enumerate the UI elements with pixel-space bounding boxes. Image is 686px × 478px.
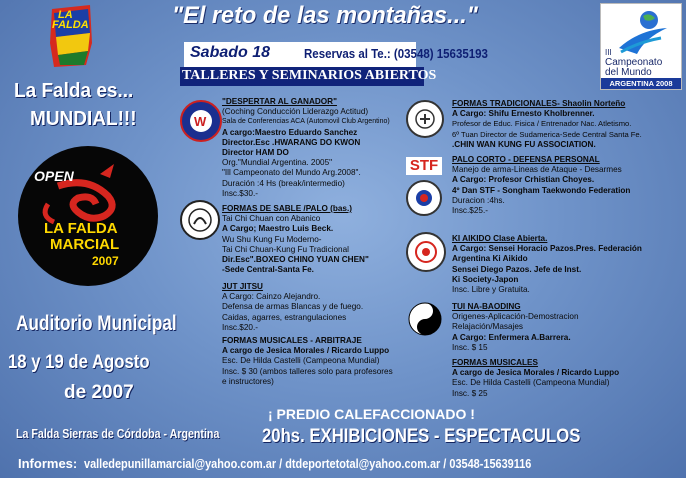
taller-jut-jitsu-title: JUT JITSU: [222, 282, 263, 291]
taller-sable-palo-title: FORMAS DE SABLE /PALO (bas.): [222, 204, 352, 213]
dragon-icon: [18, 146, 158, 286]
taller-despertar: [222, 97, 390, 199]
taller-formas-musicales: [452, 358, 619, 399]
taller-sable-palo-line: Tai Chi Chuan-Kung Fu Tradicional: [222, 244, 349, 254]
open-logo-top: OPEN: [34, 168, 74, 184]
taller-ki-aikido-line: Argentina Ki Aikido: [452, 254, 528, 264]
stf-emblem: [406, 157, 442, 175]
stf-label: STF: [409, 157, 439, 174]
predio-calefaccionado: ¡ PREDIO CALEFACCIONADO !: [268, 406, 475, 422]
taller-palo-corto: [452, 155, 630, 216]
badge-line1: III: [605, 48, 612, 57]
hwarang-do-emblem: [180, 100, 222, 142]
svg-text:W: W: [194, 114, 207, 129]
footer-label: Informes:: [18, 456, 78, 471]
taller-tui-na: [452, 302, 579, 353]
taller-despertar-line: Sala de Conferencias ACA (Automovil Club Argentino): [222, 118, 390, 126]
badge-country: ARGENTINA 2008: [601, 78, 681, 89]
taller-formas-tradicionales-line: .CHIN WAN KUNG FU ASSOCIATION.: [452, 139, 596, 149]
taller-jut-jitsu: [222, 282, 363, 333]
taller-despertar-line: Director.Esc .HWARANG DO KWON: [222, 137, 361, 147]
taller-formas-tradicionales: [452, 99, 642, 150]
taller-ki-aikido-line: Sensei Diego Pazos. Jefe de Inst.: [452, 264, 582, 274]
taller-sable-palo-line: Dir.Esc".BOXEO CHINO YUAN CHEN": [222, 255, 369, 265]
ki-aikido-icon: [413, 239, 439, 265]
taller-despertar-line: Duración :4 Hs (break/intermedio): [222, 178, 345, 188]
taller-ki-aikido: [452, 234, 642, 295]
taller-despertar-line: "Ill Campeonato del Mundo Arg.2008".: [222, 168, 361, 178]
taller-palo-corto-line: Duracion :4hs.: [452, 195, 505, 205]
date-bar-day: Sabado 18: [190, 44, 271, 61]
taller-formas-musicales-line: Esc. De Hilda Castelli (Campeona Mundial): [452, 378, 610, 388]
badge-line2: Campeonato: [605, 57, 663, 68]
taller-sable-palo-line: Wu Shu Kung Fu Moderno-: [222, 234, 322, 244]
taller-formas-tradicionales-line: 6º Tuan Director de Sudamerica-Sede Central Santa Fe.: [452, 129, 642, 139]
taller-sable-palo-line: Tai Chi Chuan con Abanico: [222, 214, 321, 224]
chin-wan-emblem: [406, 100, 444, 138]
taller-palo-corto-line: Manejo de arma-Lineas de Ataque - Desarmes: [452, 165, 622, 175]
taller-ki-aikido-line: A Cargo: Sensei Horacio Pazos.Pres. Federación: [452, 244, 642, 254]
yin-yang-emblem: [408, 302, 442, 336]
taller-jut-jitsu-line: A Cargo: Cainzo Alejandro.: [222, 292, 321, 302]
event-title: "El reto de las montañas...": [172, 2, 478, 29]
taller-jut-jitsu-line: Caidas, agarres, estrangulaciones: [222, 312, 347, 322]
open-logo-mid1: LA FALDA: [44, 220, 118, 237]
taller-ki-aikido-line: Ki Society-Japon: [452, 274, 519, 284]
taller-sable-palo: [222, 204, 369, 275]
venue: Auditorio Municipal: [16, 312, 177, 335]
taller-formas-musicales-title: FORMAS MUSICALES: [452, 358, 538, 367]
boxeo-chino-icon: [186, 206, 214, 234]
open-logo-mid2: MARCIAL: [50, 236, 120, 253]
taller-tui-na-line: A Cargo: Enfermera A.Barrera.: [452, 332, 571, 342]
slogan-line1: La Falda es...: [14, 80, 134, 102]
taller-sable-palo-line: -Sede Central-Santa Fe.: [222, 265, 314, 275]
songham-emblem: [406, 180, 442, 216]
globe-icon: [615, 8, 671, 56]
taller-palo-corto-title: PALO CORTO - DEFENSA PERSONAL: [452, 155, 600, 164]
taller-formas-tradicionales-line: Profesor de Educ. Fisica / Entrenador Nac. Atletismo.: [452, 119, 632, 129]
hwarang-do-icon: [188, 108, 214, 134]
footer-contacts: valledepunillamarcial@yahoo.com.ar / dtdeportetotal@yahoo.com.ar / 03548-15639116: [84, 456, 532, 471]
taller-formas-musicales-line: Insc. $ 25: [452, 388, 488, 398]
taller-ki-aikido-title: KI AIKIDO Clase Abierta.: [452, 234, 548, 243]
taller-despertar-line: A cargo:Maestro Eduardo Sanchez: [222, 127, 358, 137]
badge-line3: del Mundo: [605, 67, 652, 78]
yin-yang-icon: [408, 302, 442, 336]
subtitle: TALLERES Y SEMINARIOS ABIERTOS: [182, 68, 437, 83]
chin-wan-icon: [413, 107, 437, 131]
taller-formas-musicales-arbitraje-line: Esc. De Hilda Castelli (Campeona Mundial): [222, 356, 380, 366]
exhibiciones-espectaculos: 20hs. EXHIBICIONES - ESPECTACULOS: [262, 426, 581, 447]
taller-tui-na-line: Insc. $ 15: [452, 342, 488, 352]
taller-formas-musicales-arbitraje-line: e instructores): [222, 376, 274, 386]
taller-despertar-line: Org."Mundial Argentina. 2005": [222, 158, 333, 168]
date-bar-reservas: Reservas al Te.: (03548) 15635193: [304, 47, 488, 61]
taller-formas-tradicionales-title: FORMAS TRADICIONALES- Shaolin Norteño: [452, 99, 626, 108]
taller-tui-na-line: Relajación/Masajes: [452, 322, 523, 332]
taller-jut-jitsu-line: Defensa de armas Blancas y de fuego.: [222, 302, 364, 312]
taller-palo-corto-line: Insc.$25.-: [452, 206, 488, 216]
campeonato-badge: [600, 3, 682, 90]
taller-ki-aikido-line: Insc. Libre y Gratuita.: [452, 285, 530, 295]
taller-formas-musicales-arbitraje-line: Insc. $ 30 (ambos talleres solo para profesores: [222, 366, 393, 376]
taller-despertar-line: Insc.$30.-: [222, 188, 258, 198]
taller-palo-corto-line: A Cargo: Profesor Crhistian Choyes.: [452, 175, 595, 185]
songham-icon: [413, 187, 435, 209]
taller-formas-musicales-arbitraje: [222, 336, 393, 387]
ki-aikido-emblem: [406, 232, 446, 272]
taller-despertar-line: Director HAM DO: [222, 148, 289, 158]
location: La Falda Sierras de Córdoba - Argentina: [16, 426, 220, 441]
open-la-falda-marcial-logo: [18, 146, 158, 286]
taller-sable-palo-line: A Cargo; Maestro Luis Beck.: [222, 224, 334, 234]
boxeo-chino-emblem: [180, 200, 220, 240]
taller-formas-tradicionales-line: A Cargo: Shifu Ernesto Kholbrenner.: [452, 109, 595, 119]
la-falda-logo: [48, 3, 94, 69]
slogan-line2: MUNDIAL!!!: [30, 108, 137, 130]
taller-formas-musicales-line: A cargo de Jesica Morales / Ricardo Luppo: [452, 368, 620, 378]
taller-despertar-line: (Coching Conducción Liderazgo Actitud): [222, 107, 369, 117]
taller-tui-na-line: Origenes-Aplicación-Demostracion: [452, 312, 579, 322]
taller-formas-musicales-arbitraje-line: A cargo de Jesica Morales / Ricardo Luppo: [222, 346, 390, 356]
dates-line2: de 2007: [64, 382, 134, 403]
dates-line1: 18 y 19 de Agosto: [8, 352, 150, 373]
open-logo-year: 2007: [92, 254, 119, 268]
taller-formas-musicales-arbitraje-title: FORMAS MUSICALES - ARBITRAJE: [222, 336, 362, 345]
la-falda-logo-line1: LA: [58, 9, 73, 21]
taller-jut-jitsu-line: Insc.$20.-: [222, 322, 258, 332]
taller-palo-corto-line: 4º Dan STF - Songham Taekwondo Federation: [452, 185, 631, 195]
la-falda-logo-line2: FALDA: [52, 19, 89, 31]
taller-despertar-title: "DESPERTAR AL GANADOR": [222, 97, 337, 106]
taller-tui-na-title: TUI NA-BAODING: [452, 302, 521, 311]
